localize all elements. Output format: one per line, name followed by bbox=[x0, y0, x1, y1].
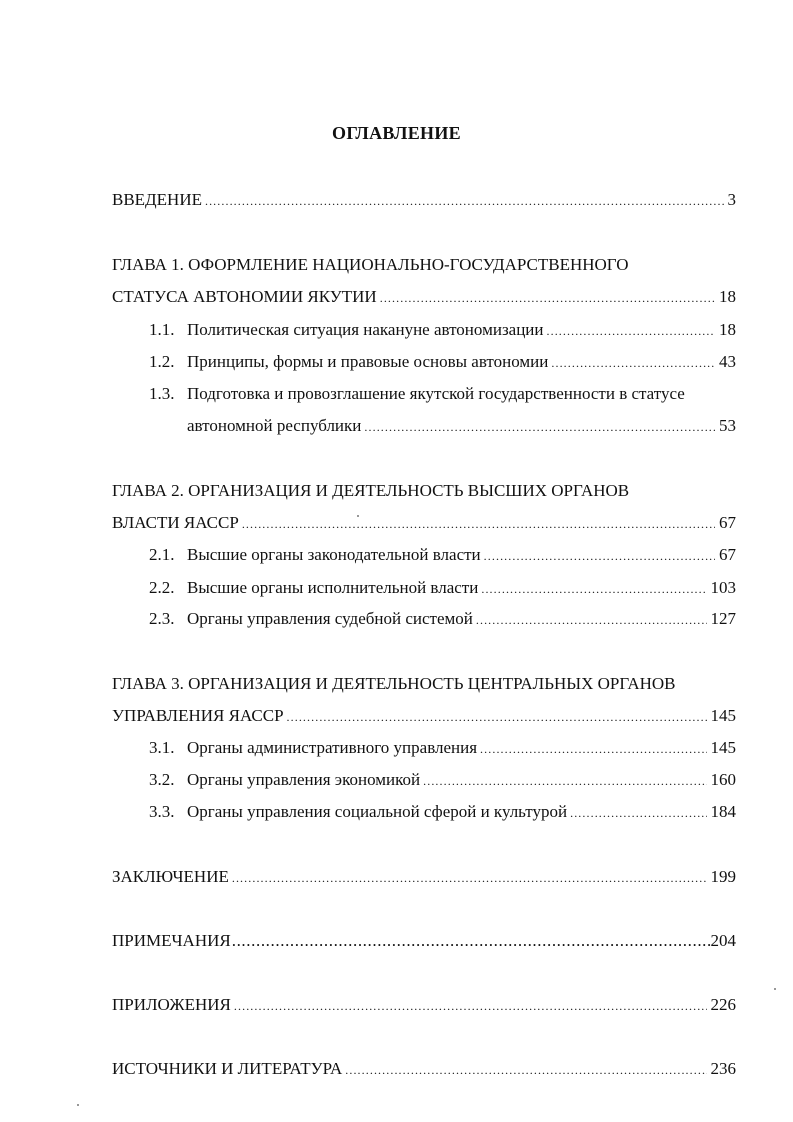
toc-entry-section-2-2[interactable] bbox=[149, 577, 740, 600]
section-number: 3.1. bbox=[149, 738, 175, 757]
dot-leader bbox=[570, 802, 706, 824]
section-title: Органы управления судебной системой bbox=[187, 609, 473, 628]
dot-leader bbox=[480, 738, 706, 760]
section-title-continued: автономной республики bbox=[187, 416, 362, 435]
toc-entry-text: СТАТУСА АВТОНОМИИ ЯКУТИИ bbox=[112, 287, 377, 306]
toc-entry-section-1-3-line1[interactable] bbox=[149, 383, 685, 405]
toc-entry-text: ПРИЛОЖЕНИЯ bbox=[112, 995, 231, 1014]
toc-page-number: 67 bbox=[719, 513, 736, 532]
toc-entry-text: ВЛАСТИ ЯАССР bbox=[112, 513, 239, 532]
section-title: Подготовка и провозглашение якутской государственности в статусе bbox=[187, 384, 685, 403]
toc-entry-intro[interactable] bbox=[112, 189, 740, 212]
scan-speck bbox=[357, 515, 359, 517]
toc-page-number: 145 bbox=[710, 738, 736, 757]
section-title: Органы управления экономикой bbox=[187, 770, 421, 789]
scan-speck bbox=[774, 988, 776, 990]
toc-page-number: 67 bbox=[719, 545, 736, 564]
dot-leader bbox=[232, 930, 711, 952]
toc-entry-text: ПРИМЕЧАНИЯ bbox=[112, 931, 231, 950]
toc-entry-sources[interactable] bbox=[112, 1058, 740, 1081]
toc-entry-chapter-3[interactable] bbox=[112, 705, 740, 728]
toc-entry-section-1-3[interactable] bbox=[187, 415, 740, 438]
section-number: 3.3. bbox=[149, 802, 175, 821]
section-number: 2.3. bbox=[149, 609, 175, 628]
dot-leader bbox=[551, 352, 715, 374]
toc-page-number: 184 bbox=[710, 802, 736, 821]
toc-page-number: 18 bbox=[719, 320, 736, 339]
dot-leader bbox=[364, 416, 715, 438]
toc-page-number: 226 bbox=[710, 995, 736, 1014]
toc-entry-chapter-2[interactable] bbox=[112, 512, 740, 535]
toc-page-number: 199 bbox=[710, 867, 736, 886]
dot-leader bbox=[423, 770, 706, 792]
dot-leader bbox=[234, 995, 707, 1017]
dot-leader bbox=[232, 867, 707, 889]
toc-entry-text: ВВЕДЕНИЕ bbox=[112, 190, 202, 209]
section-title: Высшие органы законодательной власти bbox=[187, 545, 481, 564]
toc-entry-appendices[interactable] bbox=[112, 994, 740, 1017]
toc-entry-section-3-1[interactable] bbox=[149, 737, 740, 760]
dot-leader bbox=[287, 706, 707, 728]
toc-entry-section-2-1[interactable] bbox=[149, 544, 740, 567]
toc-page-number: 43 bbox=[719, 352, 736, 371]
scan-speck bbox=[77, 1104, 79, 1106]
section-number: 2.1. bbox=[149, 545, 175, 564]
toc-entry-conclusion[interactable] bbox=[112, 866, 740, 889]
section-number: 1.1. bbox=[149, 320, 175, 339]
section-title: Принципы, формы и правовые основы автономии bbox=[187, 352, 549, 371]
dot-leader bbox=[484, 545, 715, 567]
dot-leader bbox=[345, 1059, 706, 1081]
chapter-1-heading[interactable]: ГЛАВА 1. ОФОРМЛЕНИЕ НАЦИОНАЛЬНО-ГОСУДАРСТВЕННОГО bbox=[112, 255, 629, 274]
toc-page-number: 18 bbox=[719, 287, 736, 306]
dot-leader bbox=[547, 320, 716, 342]
toc-page-number: 204 bbox=[710, 931, 736, 950]
toc-entry-text: ИСТОЧНИКИ И ЛИТЕРАТУРА bbox=[112, 1059, 343, 1078]
dot-leader bbox=[242, 513, 715, 535]
section-title: Политическая ситуация накануне автономизации bbox=[187, 320, 544, 339]
page-title: ОГЛАВЛЕНИЕ bbox=[332, 123, 461, 143]
toc-entry-text: УПРАВЛЕНИЯ ЯАССР bbox=[112, 706, 284, 725]
section-title: Органы управления социальной сферой и культурой bbox=[187, 802, 568, 821]
toc-entry-section-1-1[interactable] bbox=[149, 319, 740, 342]
toc-page-number: 127 bbox=[710, 609, 736, 628]
toc-entry-section-3-2[interactable] bbox=[149, 769, 740, 792]
chapter-2-heading[interactable]: ГЛАВА 2. ОРГАНИЗАЦИЯ И ДЕЯТЕЛЬНОСТЬ ВЫСШИХ ОРГАНОВ bbox=[112, 481, 630, 500]
chapter-3-heading[interactable]: ГЛАВА 3. ОРГАНИЗАЦИЯ И ДЕЯТЕЛЬНОСТЬ ЦЕНТРАЛЬНЫХ ОРГАНОВ bbox=[112, 674, 676, 693]
toc-page-number: 3 bbox=[727, 190, 736, 209]
section-title: Высшие органы исполнительной власти bbox=[187, 578, 479, 597]
toc-page-number: 160 bbox=[710, 770, 736, 789]
section-title: Органы административного управления bbox=[187, 738, 478, 757]
section-number: 2.2. bbox=[149, 578, 175, 597]
dot-leader bbox=[476, 609, 707, 631]
toc-entry-text: ЗАКЛЮЧЕНИЕ bbox=[112, 867, 229, 886]
toc-page-number: 53 bbox=[719, 416, 736, 435]
toc-page-number: 236 bbox=[710, 1059, 736, 1078]
section-number: 3.2. bbox=[149, 770, 175, 789]
toc-page-number: 145 bbox=[710, 706, 736, 725]
dot-leader bbox=[380, 287, 715, 309]
toc-entry-section-1-2[interactable] bbox=[149, 351, 740, 374]
toc-page-number: 103 bbox=[710, 578, 736, 597]
toc-entry-chapter-1[interactable] bbox=[112, 286, 740, 309]
dot-leader bbox=[205, 190, 724, 212]
dot-leader bbox=[481, 578, 706, 600]
section-number: 1.3. bbox=[149, 384, 175, 403]
section-number: 1.2. bbox=[149, 352, 175, 371]
toc-entry-notes[interactable] bbox=[112, 930, 740, 952]
toc-entry-section-2-3[interactable] bbox=[149, 608, 740, 631]
toc-entry-section-3-3[interactable] bbox=[149, 801, 740, 824]
